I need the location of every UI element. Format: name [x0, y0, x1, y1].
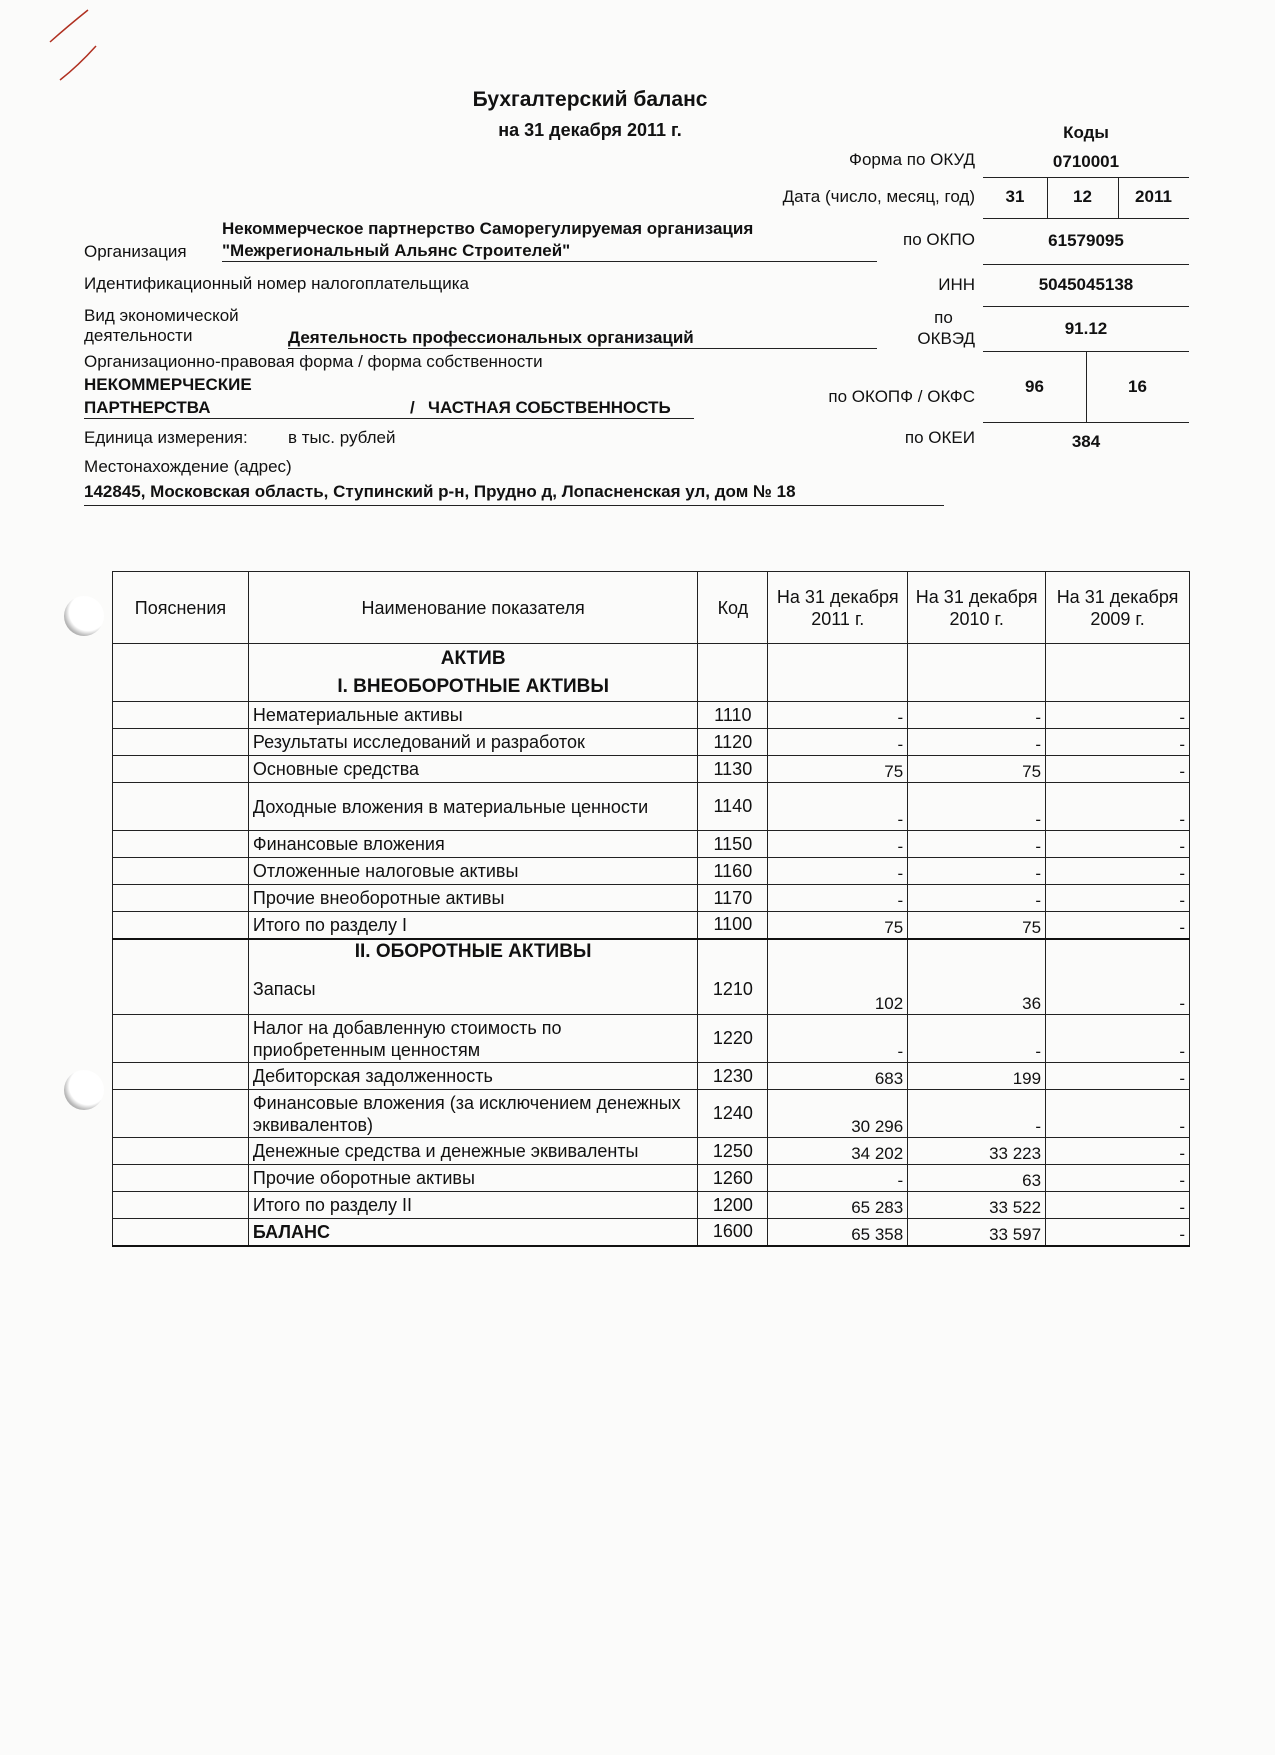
indicator-name: Финансовые вложения (за исключением денежных эквивалентов)	[248, 1090, 697, 1138]
pen-mark-icon	[38, 6, 108, 86]
form-separator: /	[410, 398, 415, 417]
indicator-code: 1100	[698, 912, 768, 939]
indicator-name: Дебиторская задолженность	[248, 1063, 697, 1090]
table-row	[113, 831, 1190, 858]
indicator-name: Налог на добавленную стоимость по приобретенным ценностям	[248, 1015, 697, 1063]
notes-cell	[113, 1192, 249, 1219]
section2-heading: II. ОБОРОТНЫЕ АКТИВЫ	[248, 939, 697, 965]
header-2011: На 31 декабря 2011 г.	[768, 572, 908, 644]
notes-cell	[113, 912, 249, 939]
value-2009: -	[1046, 965, 1190, 1015]
indicator-name: Итого по разделу II	[248, 1192, 697, 1219]
form-label: Организационно-правовая форма / форма собственности	[84, 352, 543, 371]
indicator-code: 1120	[698, 729, 768, 756]
date-label: Дата (число, месяц, год)	[782, 187, 975, 206]
codes-header: Коды	[1063, 123, 1109, 142]
value-2009: -	[1046, 912, 1190, 939]
value-2009: -	[1046, 1090, 1190, 1138]
value-2009: -	[1046, 783, 1190, 831]
okei-label: по ОКЕИ	[904, 428, 975, 447]
value-2009: -	[1046, 1165, 1190, 1192]
unit-label: Единица измерения:	[84, 428, 248, 447]
inn-label: ИНН	[938, 275, 975, 294]
value-2011: -	[768, 858, 908, 885]
value-2010: -	[908, 1015, 1046, 1063]
value-2009: -	[1046, 1015, 1190, 1063]
indicator-code: 1600	[698, 1219, 768, 1246]
value-2010: -	[908, 1090, 1046, 1138]
value-2009: -	[1046, 1219, 1190, 1246]
indicator-code: 1260	[698, 1165, 768, 1192]
value-2010: 75	[908, 756, 1046, 783]
value-2011: -	[768, 1015, 908, 1063]
indicator-name: Доходные вложения в материальные ценности	[248, 783, 697, 831]
table-row	[113, 756, 1190, 783]
okei-value: 384	[1071, 432, 1101, 451]
value-2011: 75	[768, 912, 908, 939]
notes-cell	[113, 1015, 249, 1063]
value-2011: 75	[768, 756, 908, 783]
table-row	[113, 885, 1190, 912]
indicator-name: Финансовые вложения	[248, 831, 697, 858]
unit-value: в тыс. рублей	[288, 428, 396, 447]
indicator-name: Итого по разделу I	[248, 912, 697, 939]
value-2009: -	[1046, 831, 1190, 858]
punch-hole-icon	[64, 596, 104, 636]
value-2009: -	[1046, 1138, 1190, 1165]
indicator-name: Запасы	[248, 965, 697, 1015]
indicator-code: 1230	[698, 1063, 768, 1090]
table-row	[113, 1090, 1190, 1138]
value-2011: -	[768, 885, 908, 912]
value-2011: 102	[768, 965, 908, 1015]
value-2011: -	[768, 783, 908, 831]
value-2009: -	[1046, 1063, 1190, 1090]
notes-cell	[113, 1090, 249, 1138]
notes-cell	[113, 1063, 249, 1090]
okved-value: 91.12	[1064, 319, 1108, 338]
okfs-value: 16	[1128, 377, 1147, 396]
indicator-code: 1140	[698, 783, 768, 831]
table-row	[113, 912, 1190, 939]
value-2010: -	[908, 702, 1046, 729]
indicator-code: 1220	[698, 1015, 768, 1063]
value-2010: -	[908, 885, 1046, 912]
okopf-value: 96	[1025, 377, 1044, 396]
notes-cell	[113, 1219, 249, 1246]
form-line1: НЕКОММЕРЧЕСКИЕ	[84, 375, 252, 394]
inn-text: Идентификационный номер налогоплательщика	[84, 274, 469, 293]
indicator-name: Результаты исследований и разработок	[248, 729, 697, 756]
value-2011: 65 358	[768, 1219, 908, 1246]
table-row	[113, 1165, 1190, 1192]
notes-cell	[113, 965, 249, 1015]
activity-value: Деятельность профессиональных организаций	[288, 328, 877, 349]
indicator-name: Денежные средства и денежные эквиваленты	[248, 1138, 697, 1165]
value-2009: -	[1046, 858, 1190, 885]
value-2009: -	[1046, 729, 1190, 756]
notes-cell	[113, 831, 249, 858]
value-2009: -	[1046, 1192, 1190, 1219]
indicator-code: 1210	[698, 965, 768, 1015]
indicator-name: Прочие оборотные активы	[248, 1165, 697, 1192]
value-2010: -	[908, 729, 1046, 756]
header-name: Наименование показателя	[248, 572, 697, 644]
indicator-name: Нематериальные активы	[248, 702, 697, 729]
indicator-code: 1110	[698, 702, 768, 729]
ownership-value: ЧАСТНАЯ СОБСТВЕННОСТЬ	[428, 398, 671, 417]
activity-label-2: деятельности	[84, 326, 193, 345]
punch-hole-icon	[64, 1070, 104, 1110]
indicator-code: 1200	[698, 1192, 768, 1219]
value-2010: 33 597	[908, 1219, 1046, 1246]
notes-cell	[113, 858, 249, 885]
document-subtitle: на 31 декабря 2011 г.	[498, 120, 682, 140]
org-name-line1: Некоммерческое партнерство Саморегулируемая организация	[222, 219, 754, 238]
okved-label-1: по	[934, 308, 953, 327]
indicator-code: 1240	[698, 1090, 768, 1138]
section1-row	[113, 674, 1190, 702]
table-header-row	[113, 572, 1190, 644]
value-2010: -	[908, 858, 1046, 885]
org-name-line2: "Межрегиональный Альянс Строителей"	[222, 241, 877, 262]
table-row	[113, 702, 1190, 729]
indicator-name: БАЛАНС	[248, 1219, 697, 1246]
header-notes: Пояснения	[113, 572, 249, 644]
value-2010: -	[908, 831, 1046, 858]
table-row	[113, 965, 1190, 1015]
value-2010: -	[908, 783, 1046, 831]
table-row	[113, 1015, 1190, 1063]
indicator-code: 1160	[698, 858, 768, 885]
indicator-name: Отложенные налоговые активы	[248, 858, 697, 885]
activity-label-1: Вид экономической	[84, 306, 239, 325]
section2-row	[113, 939, 1190, 965]
notes-cell	[113, 756, 249, 783]
table-row	[113, 1063, 1190, 1090]
date-year-value: 2011	[1135, 187, 1172, 206]
balance-table	[112, 571, 1190, 1247]
date-day-value: 31	[1005, 187, 1025, 206]
okpo-value: 61579095	[1048, 231, 1124, 250]
okopf-label: по ОКОПФ / ОКФС	[828, 387, 975, 406]
notes-cell	[113, 885, 249, 912]
indicator-name: Основные средства	[248, 756, 697, 783]
indicator-code: 1250	[698, 1138, 768, 1165]
value-2011: -	[768, 1165, 908, 1192]
header-2009: На 31 декабря 2009 г.	[1046, 572, 1190, 644]
inn-value: 5045045138	[1038, 275, 1134, 294]
address-label: Местонахождение (адрес)	[84, 457, 292, 476]
table-row	[113, 1138, 1190, 1165]
notes-cell	[113, 702, 249, 729]
value-2011: 683	[768, 1063, 908, 1090]
value-2011: 65 283	[768, 1192, 908, 1219]
value-2010: 75	[908, 912, 1046, 939]
header-code: Код	[698, 572, 768, 644]
address-value: 142845, Московская область, Ступинский р-н, Прудно д, Лопасненская ул, дом № 18	[84, 482, 944, 506]
okud-label: Форма по ОКУД	[849, 150, 975, 169]
indicator-code: 1150	[698, 831, 768, 858]
table-row	[113, 1192, 1190, 1219]
value-2010: 63	[908, 1165, 1046, 1192]
notes-cell	[113, 729, 249, 756]
value-2010: 199	[908, 1063, 1046, 1090]
notes-cell	[113, 783, 249, 831]
value-2009: -	[1046, 885, 1190, 912]
codes-box	[983, 119, 1189, 456]
document-title: Бухгалтерский баланс	[472, 88, 708, 111]
okved-label-2: ОКВЭД	[917, 329, 975, 348]
date-month-value: 12	[1073, 187, 1092, 206]
table-row	[113, 858, 1190, 885]
value-2011: -	[768, 831, 908, 858]
indicator-code: 1170	[698, 885, 768, 912]
value-2009: -	[1046, 756, 1190, 783]
form-line2: ПАРТНЕРСТВА	[84, 398, 694, 419]
indicator-name: Прочие внеоборотные активы	[248, 885, 697, 912]
org-label: Организация	[84, 242, 187, 261]
header-2010: На 31 декабря 2010 г.	[908, 572, 1046, 644]
value-2011: 34 202	[768, 1138, 908, 1165]
value-2011: -	[768, 729, 908, 756]
aktiv-heading: АКТИВ	[248, 644, 697, 674]
section1-heading: I. ВНЕОБОРОТНЫЕ АКТИВЫ	[248, 674, 697, 702]
notes-cell	[113, 1165, 249, 1192]
table-row	[113, 1219, 1190, 1246]
value-2009: -	[1046, 702, 1190, 729]
aktiv-row	[113, 644, 1190, 674]
value-2010: 33 223	[908, 1138, 1046, 1165]
okpo-label: по ОКПО	[903, 230, 975, 249]
okud-value: 0710001	[1052, 152, 1120, 171]
indicator-code: 1130	[698, 756, 768, 783]
value-2010: 33 522	[908, 1192, 1046, 1219]
value-2011: -	[768, 702, 908, 729]
value-2010: 36	[908, 965, 1046, 1015]
table-row	[113, 783, 1190, 831]
value-2011: 30 296	[768, 1090, 908, 1138]
notes-cell	[113, 1138, 249, 1165]
table-row	[113, 729, 1190, 756]
